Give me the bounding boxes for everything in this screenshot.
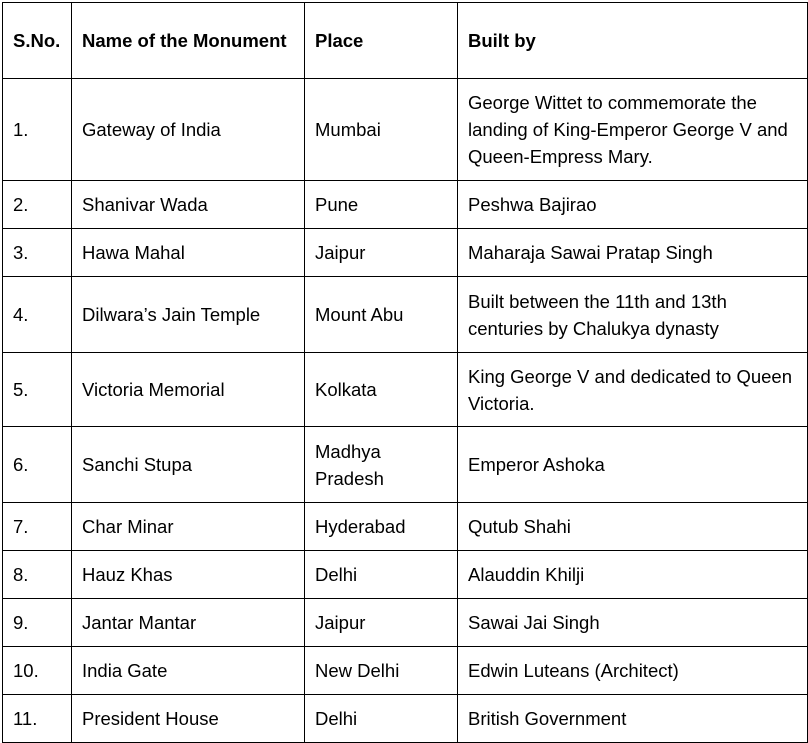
- cell-place: Pune: [305, 181, 458, 229]
- cell-sno: 10.: [3, 647, 72, 695]
- table-row: [3, 229, 808, 277]
- cell-monument-name: Jantar Mantar: [72, 599, 305, 647]
- table-row: [3, 427, 808, 503]
- cell-sno: 9.: [3, 599, 72, 647]
- cell-place: Delhi: [305, 695, 458, 743]
- cell-monument-name: Shanivar Wada: [72, 181, 305, 229]
- cell-built-by: Maharaja Sawai Pratap Singh: [458, 229, 808, 277]
- cell-sno: 6.: [3, 427, 72, 503]
- cell-sno: 1.: [3, 79, 72, 181]
- table-row: [3, 277, 808, 353]
- header-built-by: Built by: [458, 3, 808, 79]
- cell-built-by: Qutub Shahi: [458, 503, 808, 551]
- cell-built-by: Sawai Jai Singh: [458, 599, 808, 647]
- table-row: [3, 79, 808, 181]
- cell-place: Jaipur: [305, 229, 458, 277]
- monuments-table: [2, 2, 808, 743]
- cell-built-by: Edwin Luteans (Architect): [458, 647, 808, 695]
- cell-built-by: Alauddin Khilji: [458, 551, 808, 599]
- cell-built-by: Peshwa Bajirao: [458, 181, 808, 229]
- table-header-row: [3, 3, 808, 79]
- header-sno: S.No.: [3, 3, 72, 79]
- table-row: [3, 353, 808, 427]
- cell-place: Jaipur: [305, 599, 458, 647]
- cell-monument-name: India Gate: [72, 647, 305, 695]
- header-monument-name: Name of the Monument: [72, 3, 305, 79]
- cell-place: Delhi: [305, 551, 458, 599]
- cell-sno: 2.: [3, 181, 72, 229]
- cell-place: New Delhi: [305, 647, 458, 695]
- cell-place: Mount Abu: [305, 277, 458, 353]
- cell-built-by: King George V and dedicated to Queen Victoria.: [458, 353, 808, 427]
- cell-built-by: Built between the 11th and 13th centuries by Chalukya dynasty: [458, 277, 808, 353]
- table-row: [3, 551, 808, 599]
- cell-sno: 7.: [3, 503, 72, 551]
- cell-sno: 11.: [3, 695, 72, 743]
- cell-monument-name: Gateway of India: [72, 79, 305, 181]
- cell-place: Madhya Pradesh: [305, 427, 458, 503]
- cell-monument-name: Victoria Memorial: [72, 353, 305, 427]
- cell-monument-name: Dilwara’s Jain Temple: [72, 277, 305, 353]
- cell-monument-name: Hauz Khas: [72, 551, 305, 599]
- cell-monument-name: President House: [72, 695, 305, 743]
- cell-built-by: British Government: [458, 695, 808, 743]
- cell-place: Hyderabad: [305, 503, 458, 551]
- header-place: Place: [305, 3, 458, 79]
- cell-sno: 8.: [3, 551, 72, 599]
- cell-sno: 4.: [3, 277, 72, 353]
- cell-monument-name: Char Minar: [72, 503, 305, 551]
- table-row: [3, 647, 808, 695]
- table-row: [3, 695, 808, 743]
- cell-monument-name: Hawa Mahal: [72, 229, 305, 277]
- table-row: [3, 599, 808, 647]
- cell-built-by: Emperor Ashoka: [458, 427, 808, 503]
- table-row: [3, 181, 808, 229]
- table-row: [3, 503, 808, 551]
- cell-monument-name: Sanchi Stupa: [72, 427, 305, 503]
- cell-sno: 5.: [3, 353, 72, 427]
- cell-place: Mumbai: [305, 79, 458, 181]
- cell-place: Kolkata: [305, 353, 458, 427]
- cell-built-by: George Wittet to commemorate the landing of King-Emperor George V and Queen-Empress Mary.: [458, 79, 808, 181]
- cell-sno: 3.: [3, 229, 72, 277]
